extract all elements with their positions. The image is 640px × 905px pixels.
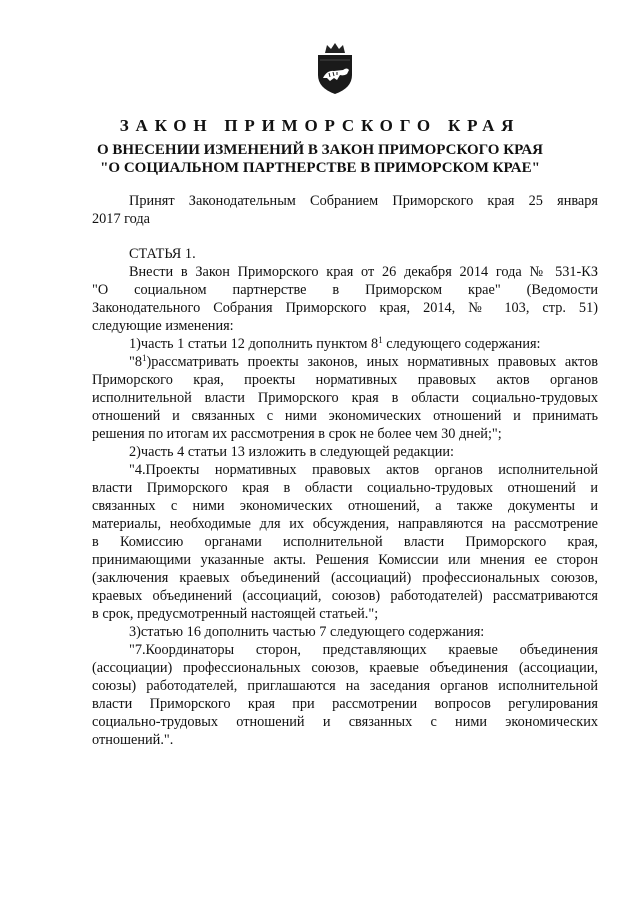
quote-line: связанных с ними экономических отношений, а также документы и [92,498,598,514]
amendment-item-3: 3)статью 16 дополнить частью 7 следующего содержания: [129,624,485,640]
paragraph-line: "О социальном партнерстве в Приморском крае" (Ведомости [92,282,598,298]
quote-line: Приморского края, проекты нормативных правовых актов органов [92,372,598,388]
paragraph-line: Законодательного Собрания Приморского края, 2014, № 103, стр. 51) [92,300,598,316]
quote-line: "7.Координаторы сторон, представляющих краевые объединения [129,642,598,658]
adoption-line: Принят Законодательным Собранием Приморского края 25 января [129,193,598,209]
article-body [92,245,598,749]
quote-line: союзы) работодателей, приглашаются на заседания органов исполнительной [92,678,598,694]
law-title: ЗАКОН ПРИМОРСКОГО КРАЯ [119,116,521,135]
law-subtitle-line-2: "О СОЦИАЛЬНОМ ПАРТНЕРСТВЕ В ПРИМОРСКОМ КРАЕ" [100,160,540,176]
amendment-item-2: 2)часть 4 статьи 13 изложить в следующей редакции: [129,444,455,460]
quote-line: отношений и связанных с ними экономических отношений и принимать [92,408,598,424]
quote-line: краевых объединений (ассоциаций, союзов) работодателей) рассматриваются [92,588,598,604]
amendment-item-1: 1)часть 1 статьи 12 дополнить пунктом $8^1$ следующего содержания: [129,335,541,352]
quote-line: отношений.". [92,732,174,748]
quote-line: в Комиссию органами исполнительной власти Приморского края, [92,534,598,550]
quote-line: власти Приморского края при рассмотрении вопросов регулирования [92,696,598,712]
paragraph-line: следующие изменения: [92,318,234,334]
quote-line: в срок, предусмотренный настоящей статьей."; [92,606,379,622]
quote-line: принимающими указанные акты. Решения Комиссии или мнения ее сторон [92,552,598,568]
quote-line: власти Приморского края в области социально-трудовых отношений и [92,480,598,496]
quote-line: решения по итогам их рассмотрения в срок не более чем 30 дней;"; [92,426,502,442]
law-subtitle-line-1: О ВНЕСЕНИИ ИЗМЕНЕНИЙ В ЗАКОН ПРИМОРСКОГО КРАЯ [97,142,543,158]
quote-line: "4.Проекты нормативных правовых актов органов исполнительной [129,462,598,478]
coat-of-arms-icon [307,40,363,96]
adoption-statement [92,192,598,228]
adoption-line: 2017 года [92,211,151,227]
quote-line: материалы, необходимые для их обсуждения, направляются на рассмотрение [92,516,598,532]
quote-line: социально-трудовых отношений и связанных с ними экономических [92,714,598,730]
article-heading: СТАТЬЯ 1. [129,246,196,262]
quote-line: (заключения краевых объединений (ассоциаций) профессиональных союзов, [92,570,598,586]
quote-line: (ассоциации) профессиональных союзов, краевые объединения (ассоциации, [92,660,598,676]
paragraph-line: Внести в Закон Приморского края от 26 декабря 2014 года № 531-КЗ [129,264,598,280]
quote-line: исполнительной власти Приморского края в области социально-трудовых [92,390,598,406]
quote-line: "$8^1)рассматривать$ проекты законов, иных нормативных правовых актов [129,353,598,370]
